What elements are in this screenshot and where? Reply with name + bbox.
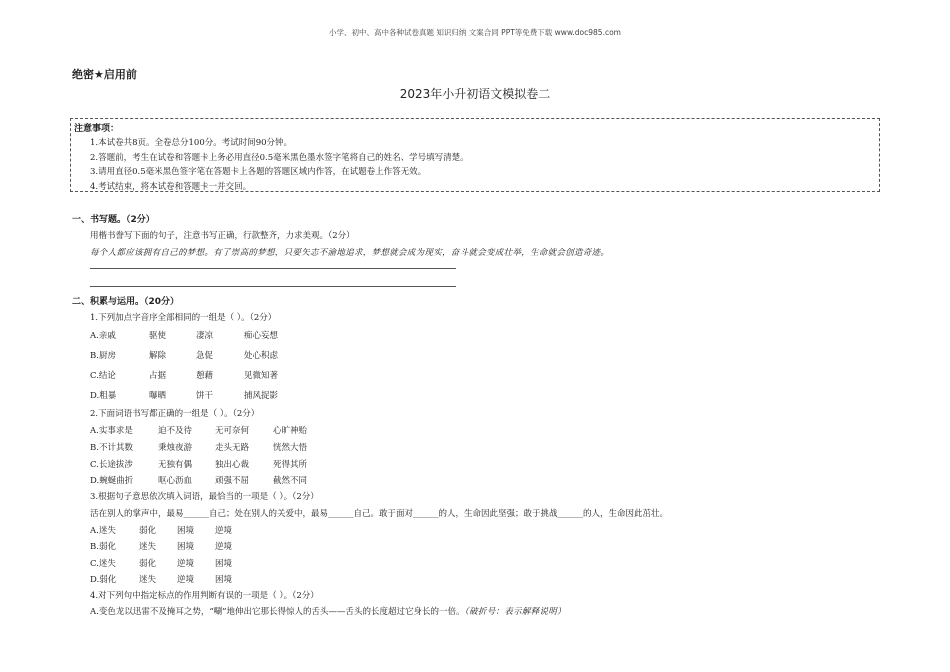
q3-option-c-word2: 弱化 — [139, 559, 157, 569]
q3-option-a-word2: 弱化 — [139, 526, 157, 536]
q3-option-d-word1: D.弱化 — [90, 575, 117, 585]
q2-option-a-word4: 心旷神贻 — [273, 426, 308, 436]
writing-line[interactable] — [90, 286, 456, 287]
q3-option-a-word4: 逆境 — [215, 526, 233, 536]
q2-option-c-word2: 无独有偶 — [158, 460, 193, 470]
page-header: 小学、初中、高中各种试卷真题 知识归纳 文案合同 PPT等免费下载 www.doc985.com — [329, 28, 621, 37]
q4-option-a-text: A.变色龙以迅雷不及掩耳之势，“唰”地伸出它那长得惊人的舌头——舌头的长度超过它身长的一倍。 — [90, 607, 465, 617]
q3-option-d-word3: 逆境 — [177, 575, 195, 585]
q2-option-c-word1: C.长途拔涉 — [90, 460, 133, 470]
q4-stem: 4.对下列句中指定标点的作用判断有误的一项是（ ）。（2分） — [90, 591, 319, 601]
q1-option-d-word4: 捕风捉影 — [244, 391, 279, 401]
q1-option-a-word3: 凄凉 — [196, 331, 214, 341]
q2-option-c-word4: 死得其所 — [273, 460, 308, 470]
q1-option-c-word3: 憩藉 — [196, 371, 214, 381]
q2-option-d-word4: 截然不同 — [273, 476, 308, 486]
q2-option-c-word3: 独出心裁 — [215, 460, 250, 470]
q1-option-d-word1: D.粗暴 — [90, 391, 117, 401]
notice-item: 4.考试结束，将本试卷和答题卡一并交回。 — [90, 182, 252, 192]
q2-option-b-word1: B.不计其数 — [90, 443, 133, 453]
q1-option-c-word4: 见微知著 — [244, 371, 279, 381]
q1-stem: 1.下列加点字音序全部相同的一组是（ ）。（2分） — [90, 313, 277, 323]
q4-option-a — [90, 605, 566, 617]
notice-item: 3.请用直径0.5毫米黑色签字笔在答题卡上各题的答题区域内作答，在试题卷上作答无效。 — [90, 167, 427, 177]
q1-option-a-word4: 痴心妄想 — [244, 331, 279, 341]
q2-option-d-word1: D.蜿蜒曲折 — [90, 476, 134, 486]
q3-option-c-word4: 困境 — [215, 559, 233, 569]
q3-option-b-word4: 逆境 — [215, 542, 233, 552]
q1-option-b-word1: B.厨房 — [90, 351, 116, 361]
q1-option-a-word2: 驱使 — [149, 331, 167, 341]
q1-option-d-word3: 饼干 — [196, 391, 214, 401]
section1-sentence: 每个人都应该拥有自己的梦想。有了崇高的梦想，只要矢志不渝地追求，梦想就会成为现实，奋斗就会变成壮举，生命就会创造奇迹。 — [90, 248, 610, 258]
q1-option-b-word2: 解除 — [149, 351, 167, 361]
notice-title: 注意事项： — [74, 124, 120, 134]
section2-heading: 二、积累与运用。（20分） — [72, 297, 180, 307]
section1-heading: 一、书写题。（2分） — [72, 215, 155, 225]
notice-box — [70, 118, 880, 192]
q4-option-a-note: （破折号：表示解释说明） — [464, 607, 566, 617]
q2-option-b-word3: 走头无路 — [215, 443, 250, 453]
q3-option-d-word4: 困境 — [215, 575, 233, 585]
exam-title: 2023年小升初语文模拟卷二 — [399, 87, 551, 101]
q2-option-a-word3: 无可奈何 — [215, 426, 250, 436]
q3-option-a-word1: A.迷失 — [90, 526, 116, 536]
q3-option-c-word3: 逆境 — [177, 559, 195, 569]
q3-option-d-word2: 迷失 — [139, 575, 157, 585]
q2-option-a-word2: 迫不及待 — [158, 426, 193, 436]
q1-option-b-word3: 急促 — [196, 351, 214, 361]
confidential-label: 绝密★启用前 — [72, 68, 137, 81]
writing-line[interactable] — [90, 268, 456, 269]
q3-option-a-word3: 困境 — [177, 526, 195, 536]
section1-instruction: 用楷书誊写下面的句子，注意书写正确，行款整齐，力求美观。（2分） — [90, 231, 355, 241]
q2-option-b-word4: 恍然大悟 — [273, 443, 308, 453]
q1-option-d-word2: 曝晒 — [149, 391, 167, 401]
q1-option-c-word1: C.结论 — [90, 371, 116, 381]
notice-item: 1.本试卷共8页。全卷总分100分。考试时间90分钟。 — [90, 138, 293, 148]
q3-sentence: 活在别人的掌声中，最易______自己；处在别人的关爱中，最易______自己。敢于面对______的人，生命因此坚强；敢于挑战______的人，生命因此茁壮。 — [90, 509, 669, 519]
q2-option-d-word2: 呕心沥血 — [158, 476, 193, 486]
q3-stem: 3.根据句子意思依次填入词语，最恰当的一项是（ ）。（2分） — [90, 492, 319, 502]
q3-option-b-word3: 困境 — [177, 542, 195, 552]
q2-option-d-word3: 顽强不屈 — [215, 476, 250, 486]
q1-option-b-word4: 处心积虑 — [244, 351, 279, 361]
q2-option-a-word1: A.实事求是 — [90, 426, 133, 436]
q1-option-a-word1: A.亲戚 — [90, 331, 116, 341]
q1-option-c-word2: 占据 — [149, 371, 167, 381]
q3-option-c-word1: C.迷失 — [90, 559, 116, 569]
q3-option-b-word1: B.弱化 — [90, 542, 116, 552]
q2-stem: 2.下面词语书写都正确的一组是（ ）。（2分） — [90, 409, 260, 419]
q3-option-b-word2: 迷失 — [139, 542, 157, 552]
q2-option-b-word2: 秉烛夜游 — [158, 443, 193, 453]
notice-item: 2.答题前，考生在试卷和答题卡上务必用直径0.5毫米黑色墨水签字笔将自己的姓名、学号填写清楚。 — [90, 153, 469, 163]
